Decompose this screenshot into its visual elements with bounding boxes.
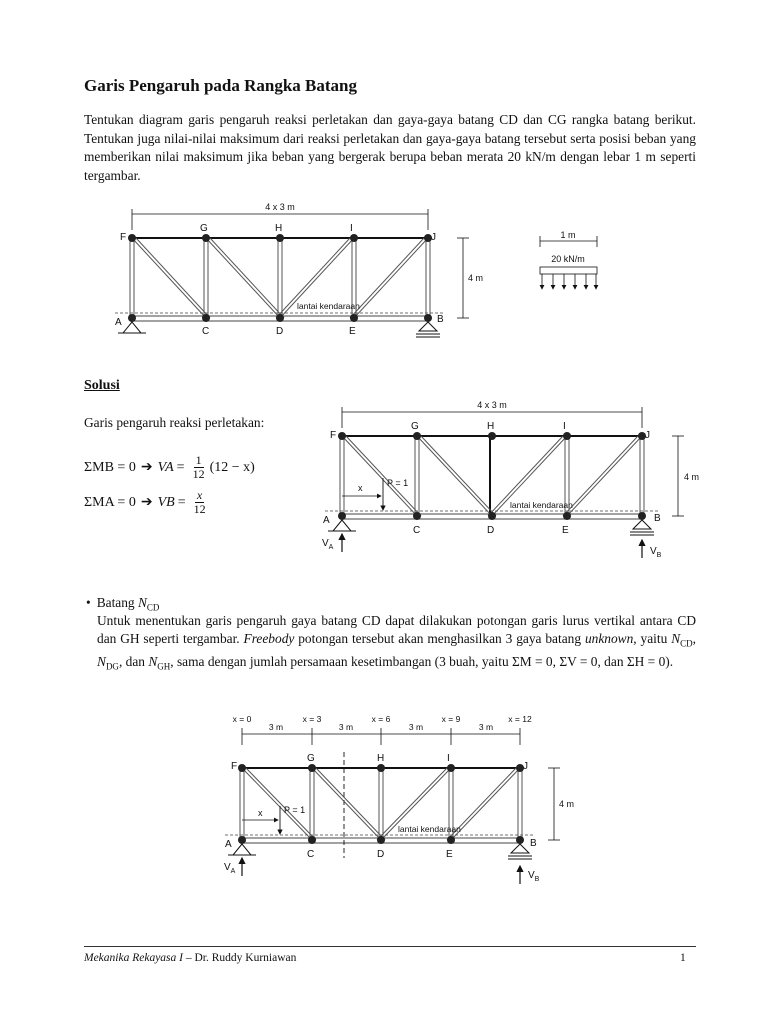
eq1-rest: (12 − x) [209,459,255,475]
va-label-3: $V_A$ [224,862,236,875]
member-cd-heading: • Batang $N_{CD}$ [86,595,160,613]
node-I-3: I [447,753,450,764]
seg-4: 3 m [478,722,494,732]
node-F-3: F [231,761,238,772]
page-number: 1 [680,952,686,964]
node-E-2: E [562,525,569,536]
pos-x12: x = 12 [508,714,532,724]
node-F: F [120,232,127,243]
height-label-3: 4 m [559,799,575,809]
pos-x6: x = 6 [371,714,391,724]
vb-label: $V_B$ [650,546,662,559]
node-J-2: J [645,430,650,441]
seg-3: 3 m [408,722,424,732]
node-I: I [350,223,353,234]
span-label-2: 4 x 3 m [477,400,507,410]
eq1-var: VA [157,459,174,475]
node-H: H [275,223,283,234]
node-C: C [202,326,210,337]
node-D-2: D [487,525,495,536]
node-H-3: H [377,753,385,764]
equation-vb: ΣMA = 0 ➔ VB = $\frac{x}{12}$ [84,488,206,516]
eq2-arrow: ➔ [140,495,153,510]
influence-line-reactions-label: Garis pengaruh reaksi perletakan: [84,415,265,430]
node-G: G [200,223,208,234]
truss-figure-3 [0,708,768,898]
truss-figure-2 [0,395,768,565]
truss-figure-1 [0,195,768,345]
deck-label-2: lantai kendaraan [510,500,573,510]
node-D-3: D [377,849,385,860]
eq1-lhs: ΣMB = 0 [84,459,136,475]
equation-va: ΣMB = 0 ➔ VA = $\frac{1}{12}$ (12 − x) [84,453,255,481]
node-J-3: J [523,761,528,772]
height-label: 4 m [468,273,484,283]
load-width-label: 1 m [560,230,576,240]
load-value-label: 20 kN/m [551,254,585,264]
node-B-3: B [530,838,537,849]
footer-course: Mekanika Rekayasa I – Dr. Ruddy Kurniawan [84,952,297,964]
page-title: Garis Pengaruh pada Rangka Batang [84,76,357,95]
node-D: D [276,326,284,337]
node-A: A [115,317,122,328]
pos-x9: x = 9 [441,714,461,724]
vb-label-3: $V_B$ [528,870,540,883]
eq1-den: 12 [192,467,205,481]
node-H-2: H [487,421,495,432]
height-label-2: 4 m [684,472,700,482]
unit-load-label-3: P = 1 [284,805,306,815]
eq2-num: x [196,488,203,502]
eq1-arrow: ➔ [140,460,153,475]
node-B: B [437,314,444,325]
member-cd-paragraph: Untuk menentukan garis pengaruh gaya batang CD dapat dilakukan potongan garis lurus vertikal antara CD dan GH seperti tergambar. Freebody potongan tersebut akan menghasilkan 3 gaya batang unknown, yaitu $N_{CD}$, $N_{DG}$, dan $N_{GH}$, sama dengan jumlah persamaan kesetimbangan (3 buah, yaitu ΣM = 0, ΣV = 0, dan ΣH = 0). [97,613,696,672]
node-G-2: G [411,421,419,432]
node-E: E [349,326,356,337]
eq1-num: 1 [195,453,202,467]
node-I-2: I [563,421,566,432]
deck-label-3: lantai kendaraan [398,824,461,834]
eq2-var: VB [157,494,175,510]
pos-x0: x = 0 [232,714,252,724]
node-J: J [431,232,436,243]
node-B-2: B [654,513,661,524]
footer-divider [84,946,696,947]
unit-load-label: P = 1 [387,478,409,488]
problem-statement: Tentukan diagram garis pengaruh reaksi perletakan dan gaya-gaya batang CD dan CG rangka batang berikut. Tentukan juga nilai-nilai maksimum dari reaksi perletakan dan gaya-gaya batang tersebut serta posisi beban yang memberikan nilai maksimum jika beban yang bergerak berupa beban merata 20 kN/m dengan lebar 1 m seperti tergambar. [84,112,696,183]
va-label: $V_A$ [322,538,334,551]
seg-1: 3 m [268,722,284,732]
span-label: 4 x 3 m [265,202,295,212]
node-A-2: A [323,515,330,526]
node-A-3: A [225,839,232,850]
node-F-2: F [330,430,337,441]
x-distance-label: x [358,483,363,493]
node-C-2: C [413,525,421,536]
node-E-3: E [446,849,453,860]
solution-heading: Solusi [84,378,120,393]
pos-x3: x = 3 [302,714,322,724]
node-C-3: C [307,849,315,860]
eq2-den: 12 [193,502,206,516]
seg-2: 3 m [338,722,354,732]
node-G-3: G [307,753,315,764]
x-distance-label-3: x [258,808,263,818]
deck-label: lantai kendaraan [297,301,360,311]
eq2-lhs: ΣMA = 0 [84,494,136,510]
